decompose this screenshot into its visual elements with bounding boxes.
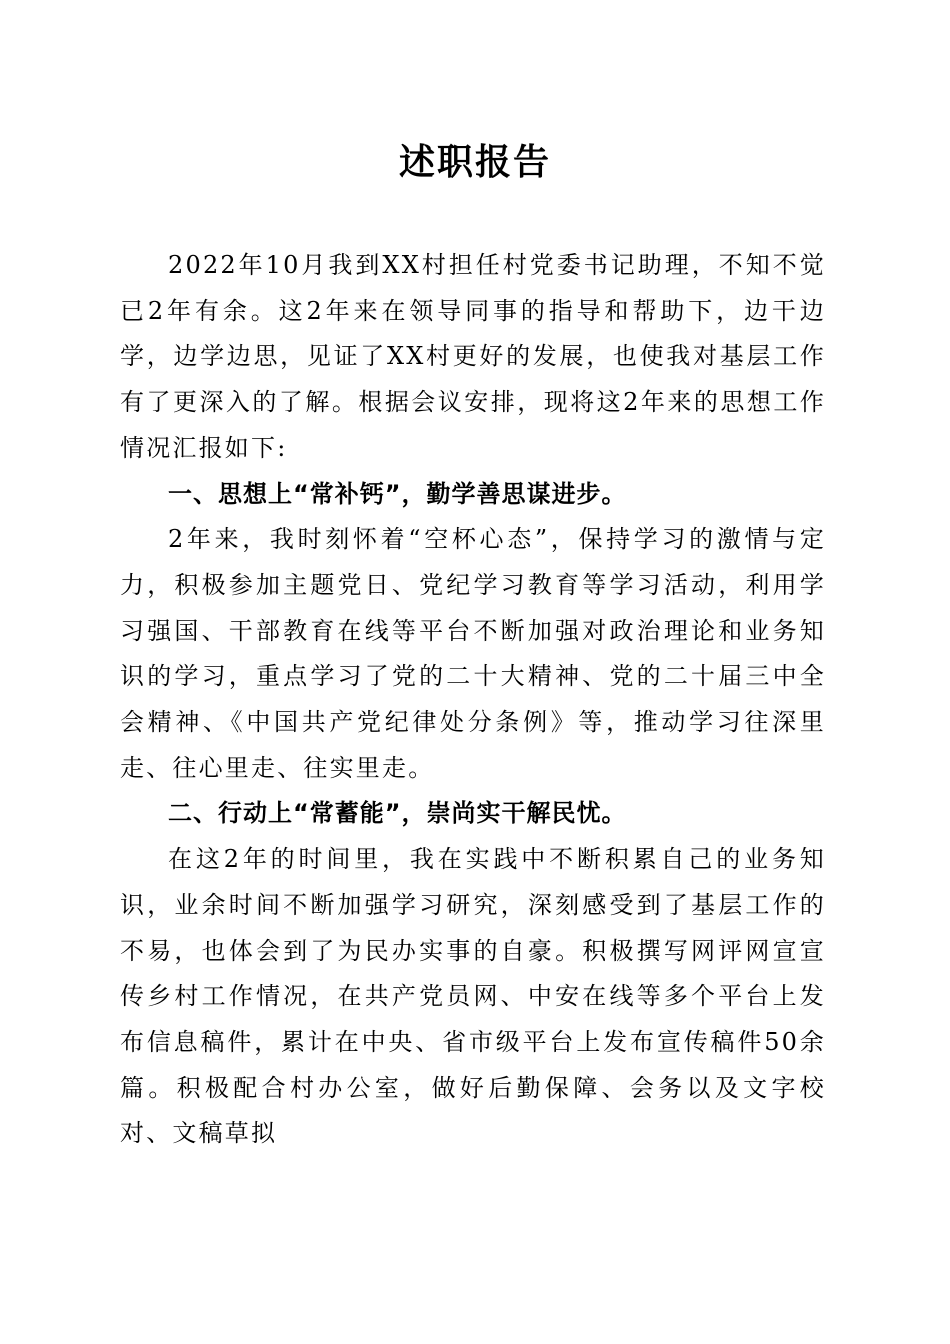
document-title: 述职报告	[398, 141, 551, 183]
section-1-paragraph: 2年来，我时刻怀着“空杯心态”，保持学习的激情与定力，积极参加主题党日、党纪学习教育等学习活动，利用学习强国、干部教育在线等平台不断加强对政治理论和业务知识的学习，重点学习了党的二十大精神、党的二十届三中全会精神、《中国共产党纪律处分条例》等，推动学习往深里走、往心里走、往实里走。	[120, 525, 826, 782]
section-heading-2: 二、行动上“常蓄能”，崇尚实干解民忧。	[168, 799, 627, 828]
section-2-paragraph: 在这2年的时间里，我在实践中不断积累自己的业务知识，业余时间不断加强学习研究，深刻感受到了基层工作的不易，也体会到了为民办实事的自豪。积极撰写网评网宣宣传乡村工作情况，在共产党员网、中安在线等多个平台上发布信息稿件，累计在中央、省市级平台上发布宣传稿件50余篇。积极配合村办公室，做好后勤保障、会务以及文字校对、文稿草拟	[120, 845, 826, 1148]
intro-paragraph: 2022年10月我到XX村担任村党委书记助理，不知不觉已2年有余。这2年来在领导同事的指导和帮助下，边干边学，边学边思，见证了XX村更好的发展，也使我对基层工作有了更深入的了解。根据会议安排，现将这2年来的思想工作情况汇报如下:	[120, 251, 826, 462]
section-heading-1: 一、思想上“常补钙”，勤学善思谋进步。	[168, 479, 627, 508]
document-body	[120, 243, 826, 1157]
